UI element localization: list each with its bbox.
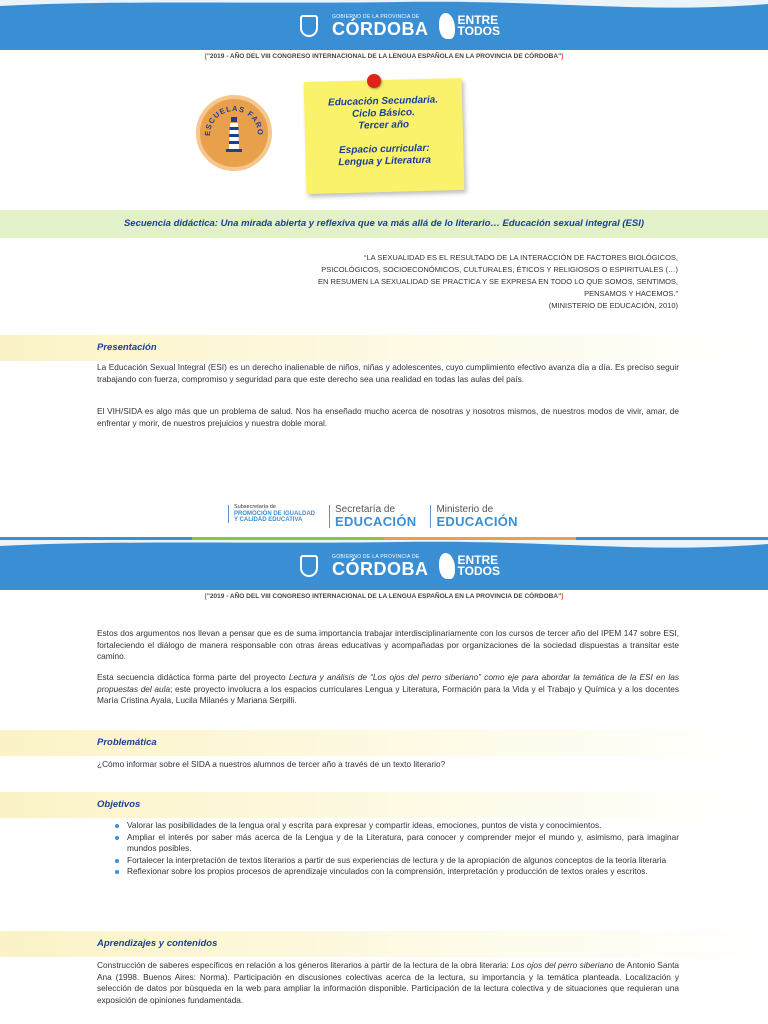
project-paragraph: Esta secuencia didáctica forma parte del proyecto Lectura y análisis de “Los ojos del perro siberiano” como eje para abordar la temática de la ESI en las propuestas del aula; este proyecto involucra a los espacios curriculares Lengua y Literatura, Formación para la Vida y el Trabajo y Química y a los docentes María Cristina Ayala, Lucila Milanés y Mariana Serpilli. <box>97 672 680 705</box>
motto: ["2019 - AÑO DEL VIII CONGRESO INTERNACIONAL DE LA LENGUA ESPAÑOLA EN LA PROVINCIA DE CÓRDOBA"] <box>204 593 564 600</box>
header-banner <box>0 0 768 50</box>
header-logos <box>300 551 500 581</box>
crest-icon <box>300 555 318 577</box>
quote-line-4: PENSAMOS Y HACEMOS.” <box>584 289 678 298</box>
presentacion-paragraph-1: La Educación Sexual Integral (ESI) es un derecho inalienable de niños, niñas y adolescentes, cuyo cumplimiento efectivo avanza día a día. Es preciso seguir trabajando con fuerza, compromiso y seguridad para que este derecho sea una realidad en todas las aulas del país. <box>97 362 679 384</box>
quote-source: (MINISTERIO DE EDUCACIÓN, 2010) <box>548 301 678 310</box>
epigraph-quote <box>258 252 678 312</box>
gobierno-logo: GOBIERNO DE LA PROVINCIA DE CÓRDOBA <box>332 553 429 579</box>
sticky-note <box>304 78 465 194</box>
section-heading: Objetivos <box>97 799 141 810</box>
list-item: Ampliar el interés por saber más acerca de la Lengua y de la Literatura, para conocer y comprender mejor el mundo y, asimismo, para imaginar mundos posibles. <box>115 832 679 855</box>
section-objetivos <box>0 792 768 818</box>
crest-icon <box>300 15 318 37</box>
footer-logos <box>228 505 532 535</box>
subsecretaria-logo: Subsecretaría de PROMOCIÓN DE IGUALDAD Y CALIDAD EDUCATIVA <box>228 505 315 523</box>
province-map-icon <box>439 553 455 579</box>
problematica-text: ¿Cómo informar sobre el SIDA a nuestros alumnos de tercer año a través de un texto literario? <box>97 759 446 769</box>
note-line-2: Ciclo Básico. <box>351 107 415 120</box>
project-title: Lectura y análisis de “Los ojos del perro siberiano” como eje para abordar la temática de la ESI en las propuestas del aula <box>97 672 679 694</box>
section-presentacion <box>0 335 768 361</box>
badge-text: ESCUELAS FARO <box>202 103 266 137</box>
entre-todos-logo <box>439 13 500 39</box>
list-item: Reflexionar sobre los propios procesos de aprendizaje vinculados con la comprensión, interpretación y producción de textos orales y escritos. <box>115 866 679 878</box>
aprendizajes-paragraph: Construcción de saberes específicos en relación a los géneros literarios a partir de la lectura de la obra literaria: Los ojos del perro siberiano de Antonio Santa Ana (1998. Buenos Aires: Norma). Participación en discusiones colectivas acerca de la lectura, su importancia y la temática planteada. Localización y selección de datos por búsqueda en la web para ampliar la información disponible. Participación de la lectura colectiva y de situaciones que requieran una exposición de opiniones fundamentada. <box>97 960 679 1005</box>
header-logos <box>300 11 500 41</box>
ministerio-logo: Ministerio de EDUCACIÓN <box>430 505 517 528</box>
presentacion-paragraph-2: El VIH/SIDA es algo más que un problema de salud. Nos ha enseñado mucho acerca de nosotras y nosotros mismos, de nuestros modos de vivir, amar, de enfrentar y morir, de nuestros prejuicios y nuestra doble moral. <box>97 406 679 428</box>
quote-line-3: EN RESUMEN LA SEXUALIDAD SE PRACTICA Y SE EXPRESA EN TODO LO QUE SOMOS, SENTIMOS, <box>318 277 678 286</box>
page-2 <box>0 540 768 1024</box>
objetivos-list <box>115 820 679 878</box>
note-line-4: Espacio curricular: <box>338 142 430 157</box>
section-heading: Aprendizajes y contenidos <box>97 938 218 949</box>
section-aprendizajes <box>0 931 768 957</box>
section-heading: Presentación <box>97 342 157 353</box>
note-line-1: Educación Secundaria. <box>327 94 439 109</box>
gob-small-text: GOBIERNO DE LA PROVINCIA DE <box>332 13 420 20</box>
list-item: Valorar las posibilidades de la lengua oral y escrita para expresar y compartir ideas, emociones, puntos de vista y conocimientos. <box>115 820 679 832</box>
motto-text: "2019 - AÑO DEL VIII CONGRESO INTERNACIONAL DE LA LENGUA ESPAÑOLA EN LA PROVINCIA DE CÓRDOBA" <box>206 53 562 60</box>
quote-line-1: “LA SEXUALIDAD ES EL RESULTADO DE LA INTERACCIÓN DE FACTORES BIOLÓGICOS, <box>364 253 678 262</box>
motto: ["2019 - AÑO DEL VIII CONGRESO INTERNACIONAL DE LA LENGUA ESPAÑOLA EN LA PROVINCIA DE CÓRDOBA"] <box>204 53 564 60</box>
secretaria-logo: Secretaría de EDUCACIÓN <box>329 505 416 528</box>
list-item: Fortalecer la interpretación de textos literarios a partir de sus experiencias de lectura y de la apropiación de algunos conceptos de la teoría literaria <box>115 855 679 867</box>
section-problematica <box>0 730 768 756</box>
lighthouse-icon <box>226 115 242 153</box>
province-map-icon <box>439 13 455 39</box>
header-banner <box>0 540 768 590</box>
note-line-3: Tercer año <box>358 119 410 132</box>
entre-todos-logo: ENTRE TODOS <box>439 553 500 579</box>
todos-text: TODOS <box>457 24 500 38</box>
section-heading: Problemática <box>97 737 157 748</box>
title-bar <box>0 210 768 238</box>
quote-line-2: PSICOLÓGICOS, SOCIOECONÓMICOS, CULTURALES, ÉTICOS Y RELIGIOSOS O ESPIRITUALES (…) <box>321 265 678 274</box>
escuelas-faro-badge <box>196 95 272 171</box>
gob-big-text: CÓRDOBA <box>332 18 429 39</box>
book-title: Los ojos del perro siberiano <box>511 960 614 970</box>
sequence-title: Secuencia didáctica: Una mirada abierta y reflexiva que va más allá de lo literario… Educación sexual integral (ESI) <box>123 218 645 229</box>
pushpin-icon <box>367 74 381 88</box>
motto-text: "2019 - AÑO DEL VIII CONGRESO INTERNACIONAL DE LA LENGUA ESPAÑOLA EN LA PROVINCIA DE CÓRDOBA" <box>206 593 562 600</box>
entre-text: ENTRE <box>457 13 499 27</box>
note-line-5: Lengua y Literatura <box>338 154 432 169</box>
intro-paragraph: Estos dos argumentos nos llevan a pensar que es de suma importancia trabajar interdisciplinariamente con los cursos de tercer año del IPEM 147 sobre ESI, fortaleciendo el diálogo de manera responsable con otras áreas educativas y acompañadas por organizaciones de la sociedad dispuestas a transitar este camino. <box>97 628 679 661</box>
gobierno-logo <box>332 15 429 38</box>
